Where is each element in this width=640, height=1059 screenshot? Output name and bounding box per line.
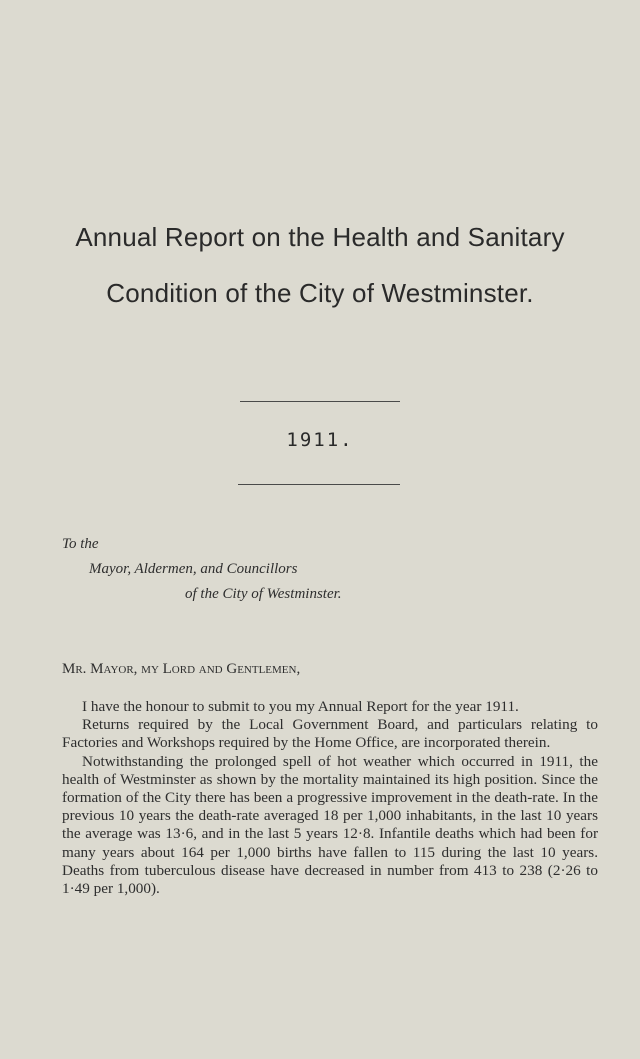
paragraph-3: Notwithstanding the prolonged spell of hot weather which occurred in 1911, the health of Westminster as shown by the mortality maintained its high position. Since the formation of the City there has been a progressive improvement in the death-rate. In the previous 10 years the death-rate averaged 18 per 1,000 inhabitants, in the last 10 years the average was 13·6, and in the last 5 years 12·8. Infantile deaths which had been for many years about 164 per 1,000 births have fallen to 115 during the last 10 years. Deaths from tuberculous disease have decreased in number from 413 to 238 (2·26 to 1·49 per 1,000).: [62, 752, 598, 898]
report-year: 1911.: [286, 429, 354, 451]
paragraph-1: I have the honour to submit to you my Annual Report for the year 1911.: [82, 698, 519, 715]
rule-upper: [240, 401, 400, 402]
address-line-1: To the: [62, 536, 99, 552]
rule-lower: [238, 484, 400, 485]
body-text: [62, 698, 598, 898]
salutation: Mr. Mayor, my Lord and Gentlemen,: [62, 661, 301, 677]
title-line-2: Condition of the City of Westminster.: [106, 278, 534, 308]
paragraph-2: Returns required by the Local Government Board, and particulars relating to Factories and Workshops required by the Home Office, are incorporated therein.: [62, 716, 598, 752]
address-line-3: of the City of Westminster.: [185, 586, 342, 602]
title-line-1: Annual Report on the Health and Sanitary: [75, 222, 565, 252]
address-line-2: Mayor, Aldermen, and Councillors: [89, 561, 298, 577]
